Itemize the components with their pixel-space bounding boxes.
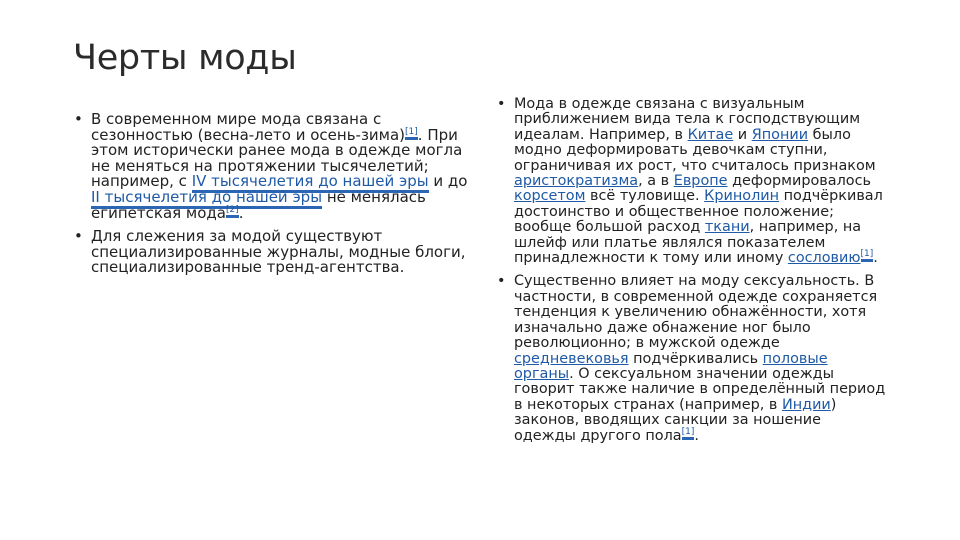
bullet-text: Существенно влияет на моду сексуальность. В частности, в современной одежде сохраняется тенденция к увеличению обнажённости, хотя изначально даже обнажение ног было революционно; в мужской одежде: [514, 273, 878, 352]
bullet-fashion-seasonality: [74, 112, 469, 221]
bullet-text: деформировалось: [727, 173, 871, 190]
footnote-ref: [226, 205, 239, 218]
footnote-link-2[interactable]: [2]: [226, 205, 239, 218]
bullet-text: Для слежения за модой существуют специализированные журналы, модные блоги, специализированные тренд-агентства.: [91, 227, 466, 277]
link-middle-ages[interactable]: средневековья: [514, 350, 629, 367]
footnote-ref: [682, 427, 695, 440]
footnote-link-1[interactable]: [1]: [861, 249, 874, 262]
bullet-text: . При этом исторически ранее мода в одежде могла не меняться на протяжении тысячелетий; например, с: [91, 125, 463, 191]
bullet-text: , например, на шлейф или платье являлся показателем принадлежности к тому или иному: [514, 219, 862, 267]
link-estate[interactable]: сословию: [787, 250, 861, 267]
bullet-text: не менялась египетская мода: [91, 187, 426, 222]
footnote-ref: [861, 249, 874, 262]
bullet-text: .: [873, 250, 878, 267]
bullet-text: и до: [428, 172, 468, 191]
bullet-text: и: [733, 126, 752, 143]
link-fabric[interactable]: ткани: [704, 219, 750, 236]
link-india[interactable]: Индии: [781, 396, 831, 413]
footnote-ref: [405, 127, 418, 140]
bullet-text: , а в: [638, 173, 674, 190]
link-japan[interactable]: Японии: [751, 126, 809, 143]
bullet-text: было модно деформировать девочкам ступни, ограничивая их рост, что считалось признаком: [514, 126, 876, 174]
link-china[interactable]: Китае: [687, 126, 734, 143]
footnote-link-1[interactable]: [1]: [405, 127, 418, 140]
link-4th-millennium-bc[interactable]: IV тысячелетия до нашей эры: [192, 172, 429, 193]
left-column: [74, 112, 469, 284]
bullet-body-ideals: [497, 97, 887, 266]
footnote-link-1[interactable]: [1]: [682, 427, 695, 440]
link-aristocracy[interactable]: аристократизма: [514, 173, 639, 190]
bullet-text: подчёркивались: [628, 350, 763, 367]
bullet-text: .: [694, 427, 699, 444]
bullet-text: Мода в одежде связана с визуальным приближением вида тела к господствующим идеалам. Например, в: [514, 96, 861, 143]
bullet-text: . О сексуальном значении одежды говорит также наличие в определённый период в некоторых странах (например, в: [514, 365, 886, 413]
bullet-text: всё туловище.: [585, 188, 705, 205]
bullet-fashion-tracking: [74, 229, 469, 276]
bullet-text: ) законов, вводящих санкции за ношение одежды другого пола: [514, 396, 837, 444]
bullet-text: В современном мире мода связана с сезонностью (весна-лето и осень-зима): [91, 110, 406, 144]
bullet-sexuality: [497, 274, 887, 443]
slide-title: Черты моды: [73, 38, 297, 78]
link-sex-organs[interactable]: половые органы: [514, 350, 828, 382]
link-crinoline[interactable]: Кринолин: [704, 188, 780, 205]
link-corset[interactable]: корсетом: [514, 188, 586, 205]
link-2nd-millennium-bc[interactable]: II тысячелетия до нашей эры: [91, 188, 322, 209]
bullet-text: .: [238, 203, 244, 222]
bullet-text: подчёркивал достоинство и общественное положение; вообще большой расход: [514, 188, 883, 236]
right-column: [497, 97, 887, 452]
link-europe[interactable]: Европе: [673, 173, 728, 190]
